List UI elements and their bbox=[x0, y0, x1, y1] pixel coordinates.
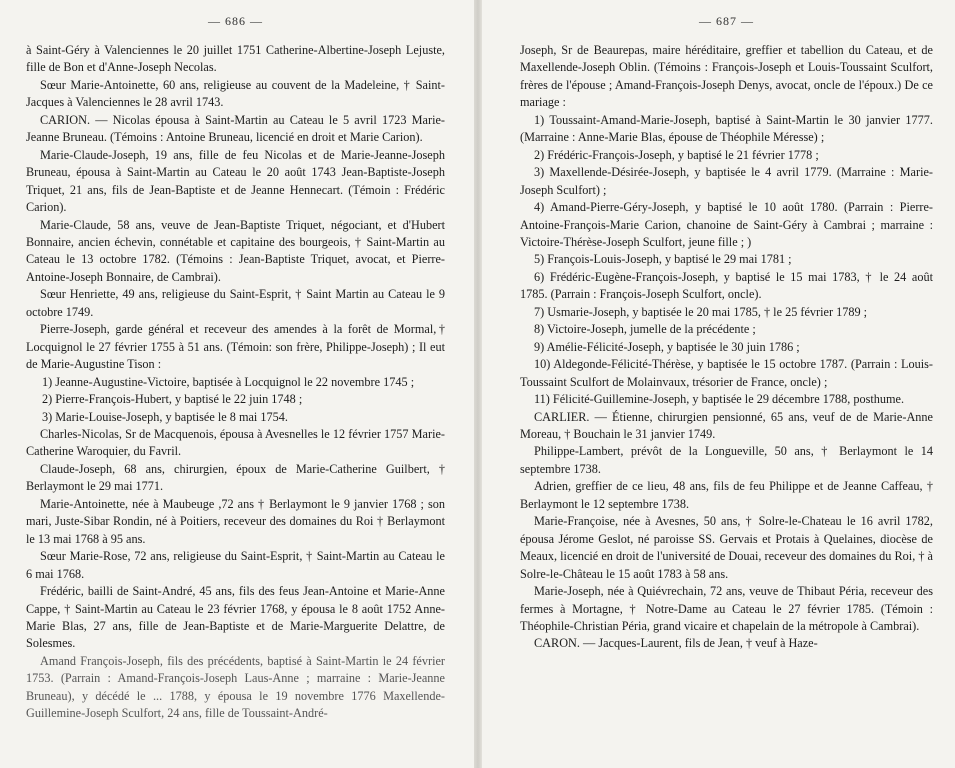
paragraph: Charles-Nicolas, Sr de Macquenois, épousa à Avesnelles le 12 février 1757 Marie-Catherine Waroquier, du Favril. bbox=[26, 426, 445, 459]
right-page-number: — 687 — bbox=[699, 14, 754, 28]
paragraph: Sœur Henriette, 49 ans, religieuse du Saint-Esprit, † Saint Martin au Cateau le 9 octobre 1749. bbox=[26, 287, 445, 319]
paragraph: Marie-Françoise, née à Avesnes, 50 ans, † Solre-le-Chateau le 16 avril 1782, épousa Jérome Geslot, né paroisse SS. Gervais et Protais à Quelaines, diocèse de Meaux, licencié en droit de l'université de Douai, receveur des domaines du Roi, † à Solre-le-Château le 15 août 1783 à 58 ans. bbox=[520, 514, 933, 581]
paragraph: à Saint-Géry à Valenciennes le 20 juillet 1751 Catherine-Albertine-Joseph Lejuste, fille de Bon et d'Anne-Joseph Necolas. bbox=[26, 43, 445, 75]
paragraph: Sœur Marie-Antoinette, 60 ans, religieuse au couvent de la Madeleine, † Saint-Jacques à Valenciennes le 28 avril 1743. bbox=[26, 77, 445, 110]
list-item: 1) Jeanne-Augustine-Victoire, baptisée à Locquignol le 22 novembre 1745 ; bbox=[42, 374, 415, 389]
list-item: 7) Usmarie-Joseph, y baptisée le 20 mai 1785, † le 25 février 1789 ; bbox=[534, 304, 868, 319]
paragraph: Joseph, Sr de Beaurepas, maire héréditaire, greffier et tabellion du Cateau, et de Maxellende-Joseph Oblin. (Témoins : François-Joseph et Louis-Toussaint Sculfort, frères de l'épouse ; Amand-François-Joseph Denys, avocat, oncle de l'époux.) De ce mariage : bbox=[520, 43, 933, 110]
paragraph: Marie-Antoinette, née à Maubeuge ,72 ans † Berlaymont le 9 janvier 1768 ; son mari, Juste-Sibar Rondin, né à Poitiers, receveur des domaines du Roi † Berlaymont le 13 mai 1768 à 95 ans. bbox=[26, 496, 445, 546]
list-item: 10) Aldegonde-Félicité-Thérèse, y baptisée le 15 octobre 1787. (Parrain : Louis-Toussaint Sculfort de Molainvaux, trésorier de France, oncle) ; bbox=[520, 357, 933, 389]
list-item: 2) Frédéric-François-Joseph, y baptisé le 21 février 1778 ; bbox=[534, 147, 819, 162]
list-item: 6) Frédéric-Eugène-François-Joseph, y baptisé le 15 mai 1783, † le 24 août 1785. (Parrain : François-Joseph Sculfort, oncle). bbox=[520, 269, 933, 302]
paragraph: Claude-Joseph, 68 ans, chirurgien, époux de Marie-Catherine Guilbert, † Berlaymont le 29 mai 1771. bbox=[26, 461, 445, 494]
paragraph: CARION. — Nicolas épousa à Saint-Martin au Cateau le 5 avril 1723 Marie-Jeanne Bruneau. (Témoins : Antoine Bruneau, licencié en droit et Marie Carion). bbox=[26, 112, 445, 145]
paragraph: Frédéric, bailli de Saint-André, 45 ans, fils des feus Jean-Antoine et Marie-Anne Cappe, † Saint-Martin au Cateau le 23 février 1768, y épousa le 8 août 1752 Anne-Marie Blas, 27 ans, fille de Jean-Baptiste et de Marie-Marguerite Delattre, de Solesmes. bbox=[26, 584, 445, 651]
paragraph: CARON. — Jacques-Laurent, fils de Jean, † veuf à Haze- bbox=[534, 636, 818, 651]
list-item: 8) Victoire-Joseph, jumelle de la précédente ; bbox=[534, 322, 756, 337]
left-page-text bbox=[26, 42, 445, 723]
paragraph: Marie-Claude-Joseph, 19 ans, fille de feu Nicolas et de Marie-Jeanne-Joseph Bruneau, épousa à Saint-Martin au Cateau le 20 août 1743 Jean-Baptiste-Joseph Triquet, 21 ans, fils de Jean-Baptiste et de Jeanne Hennecart. (Témoin : Frédéric Carion). bbox=[26, 147, 445, 215]
paragraph: Philippe-Lambert, prévôt de la Longueville, 50 ans, † Berlaymont le 14 septembre 1738. bbox=[520, 444, 933, 476]
list-item: 1) Toussaint-Amand-Marie-Joseph, baptisé à Saint-Martin le 30 janvier 1777. (Marraine : Anne-Marie Blas, épouse de Théophile Méresse) ; bbox=[520, 112, 933, 145]
paragraph: Marie-Joseph, née à Quiévrechain, 72 ans, veuve de Thibaut Péria, receveur des fermes à Mortagne, † Notre-Dame au Cateau le 27 février 1785. (Témoin : Théophile-Christian Péria, grand vicaire et chapelain de la métropole à Cambrai). bbox=[520, 584, 933, 633]
right-page-text bbox=[520, 42, 933, 653]
list-item: 2) Pierre-François-Hubert, y baptisé le 22 juin 1748 ; bbox=[42, 392, 303, 407]
list-item: 3) Maxellende-Désirée-Joseph, y baptisée le 4 avril 1779. (Marraine : Marie-Joseph Sculfort) ; bbox=[520, 165, 933, 197]
list-item: 3) Marie-Louise-Joseph, y baptisée le 8 mai 1754. bbox=[42, 409, 288, 424]
paragraph: Marie-Claude, 58 ans, veuve de Jean-Baptiste Triquet, négociant, et d'Hubert Bonnaire, ancien échevin, connétable et capitaine des bourgeois, † Saint-Martin au Cateau le 13 octobre 1782. (Témoins : Jean-Baptiste Triquet, avocat, et Pierre-Antoine-Joseph Bonnaire, de Cambrai). bbox=[26, 217, 445, 284]
right-page bbox=[480, 0, 955, 768]
list-item: 9) Amélie-Félicité-Joseph, y baptisée le 30 juin 1786 ; bbox=[534, 339, 800, 354]
list-item: 5) François-Louis-Joseph, y baptisé le 29 mai 1781 ; bbox=[534, 252, 792, 267]
paragraph: Pierre-Joseph, garde général et receveur des amendes à la forêt de Mormal,† Locquignol le 27 février 1755 à 51 ans. (Témoin: son frère, Philippe-Joseph) ; Il eut de Marie-Augustine Tison : bbox=[26, 322, 445, 372]
list-item: 11) Félicité-Guillemine-Joseph, y baptisée le 29 décembre 1788, posthume. bbox=[534, 392, 905, 407]
list-item: 4) Amand-Pierre-Géry-Joseph, y baptisé le 10 août 1780. (Parrain : Pierre-Antoine-François-Marie Carion, chanoine de Saint-Géry à Cambrai ; marraine : Victoire-Thérèse-Joseph Sculfort, jeune fille ; ) bbox=[520, 200, 933, 249]
paragraph: Adrien, greffier de ce lieu, 48 ans, fils de feu Philippe et de Jeanne Caffeau, † Berlaymont le 12 septembre 1738. bbox=[520, 479, 933, 511]
paragraph: CARLIER. — Étienne, chirurgien pensionné, 65 ans, veuf de de Marie-Anne Moreau, † Bouchain le 31 janvier 1749. bbox=[520, 409, 933, 441]
paragraph: Amand François-Joseph, fils des précédents, baptisé à Saint-Martin le 24 février 1753. (Parrain : Amand-François-Joseph Laus-Anne ; marraine : Marie-Jeanne Bruneau), y décédé le ... 1788, y épousa le 19 novembre 1776 Maxellende-Guillemine-Joseph Sculfort, 24 ans, fille de Toussaint-André- bbox=[26, 653, 445, 721]
left-page bbox=[0, 0, 475, 768]
left-page-number: — 686 — bbox=[208, 14, 263, 28]
paragraph: Sœur Marie-Rose, 72 ans, religieuse du Saint-Esprit, † Saint-Martin au Cateau le 6 mai 1768. bbox=[26, 549, 445, 581]
